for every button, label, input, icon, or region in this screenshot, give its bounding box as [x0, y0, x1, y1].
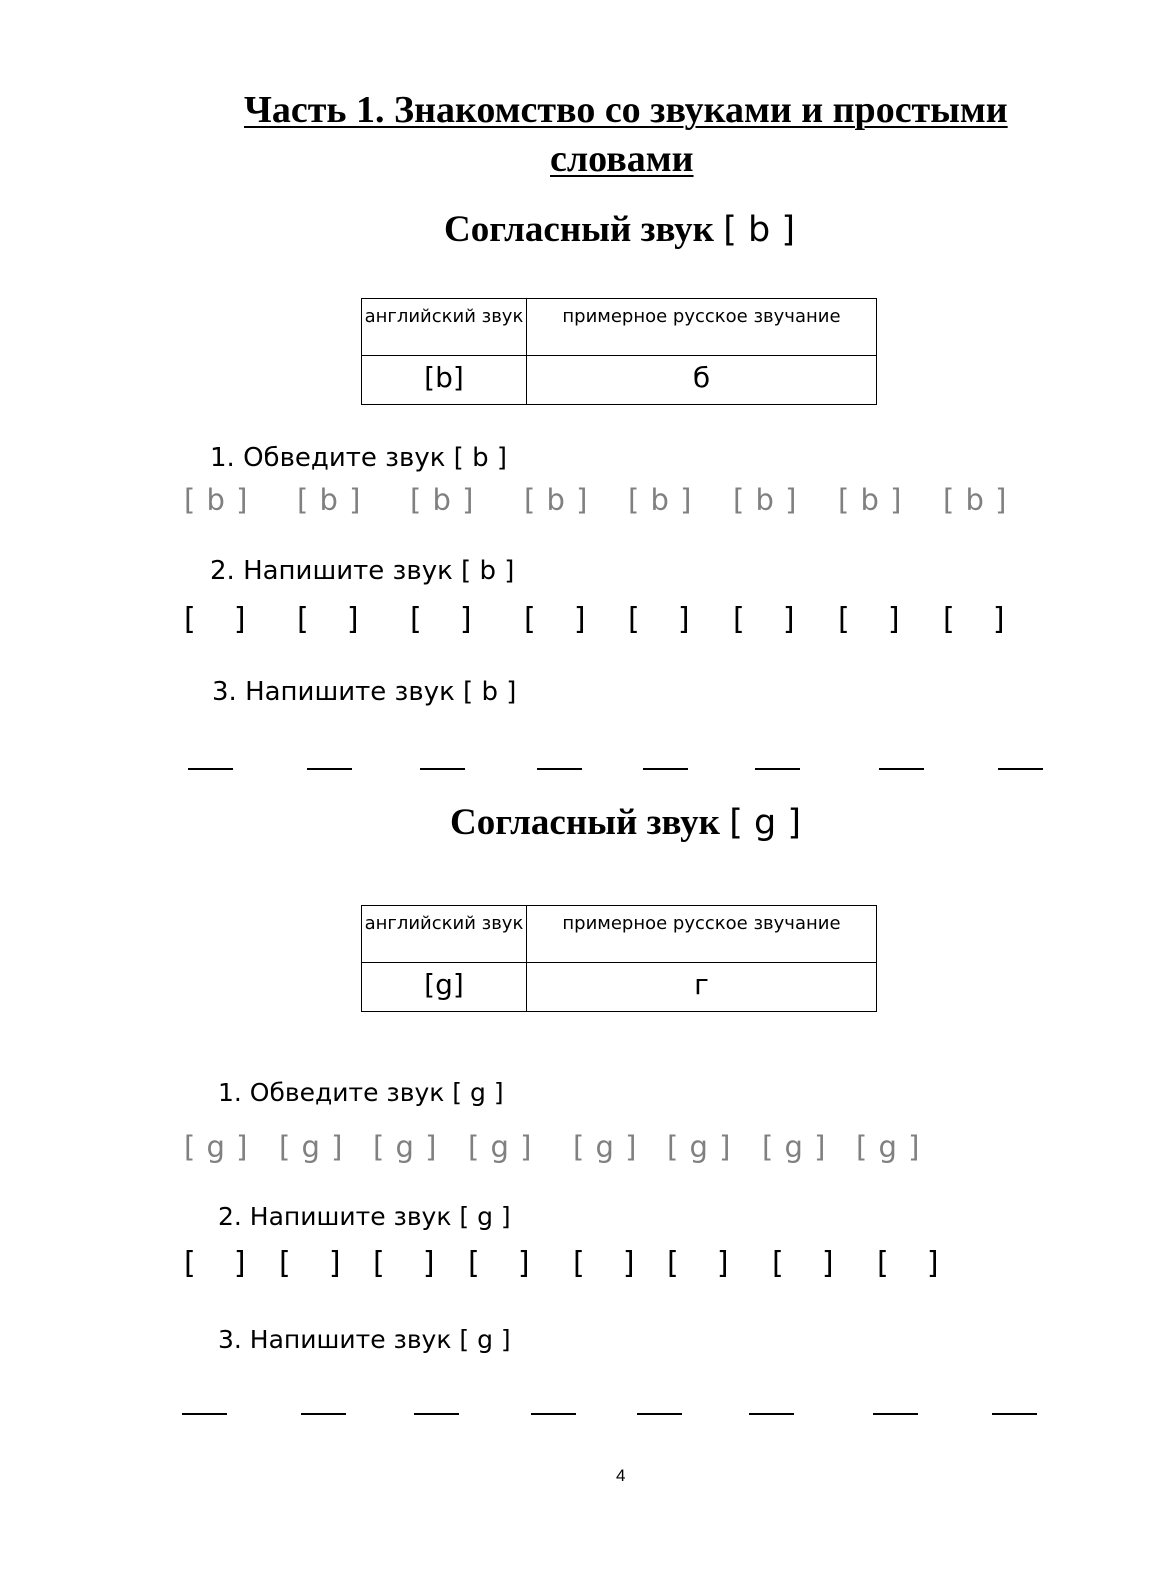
empty-bracket: [ ] [373, 1246, 435, 1281]
table-russian-sound: г [526, 963, 876, 1012]
section-title-text: Согласный звук [450, 802, 730, 843]
circle-item: [ g ] [373, 1130, 438, 1164]
empty-bracket: [ ] [279, 1246, 341, 1281]
empty-bracket: [ ] [772, 1246, 834, 1281]
table-english-sound: [b] [362, 356, 527, 405]
blank-line [879, 768, 924, 770]
blank-line [537, 768, 582, 770]
circle-item: [ b ] [628, 483, 693, 517]
circle-item: [ g ] [468, 1130, 533, 1164]
empty-bracket: [ ] [838, 602, 900, 637]
section-title-g [450, 801, 801, 844]
table-header-russian: примерное русское звучание [526, 299, 876, 356]
table-header-english: английский звук [362, 299, 527, 356]
blank-line [992, 1413, 1037, 1415]
circle-item: [ g ] [184, 1130, 249, 1164]
task-1-circle-g: 1. Обведите звук [ g ] [218, 1078, 504, 1107]
circle-item: [ b ] [410, 483, 475, 517]
task-1-circle-b: 1. Обведите звук [ b ] [210, 443, 507, 473]
sound-table-g [361, 905, 877, 1012]
circle-item: [ g ] [667, 1130, 732, 1164]
task-2-write-b: 2. Напишите звук [ b ] [210, 556, 515, 586]
blank-line [307, 768, 352, 770]
blank-line [420, 768, 465, 770]
empty-bracket: [ ] [877, 1246, 939, 1281]
empty-bracket: [ ] [667, 1246, 729, 1281]
blank-line [637, 1413, 682, 1415]
part-title-line-2: словами [550, 138, 694, 180]
blank-line [998, 768, 1043, 770]
empty-bracket: [ ] [573, 1246, 635, 1281]
circle-item: [ g ] [279, 1130, 344, 1164]
circle-item: [ b ] [838, 483, 903, 517]
circle-item: [ b ] [184, 483, 249, 517]
circle-item: [ g ] [573, 1130, 638, 1164]
part-title-line-1: Часть 1. Знакомство со звуками и простыми [244, 89, 1008, 131]
circle-item: [ b ] [733, 483, 798, 517]
circle-item: [ b ] [524, 483, 589, 517]
circle-item: [ b ] [297, 483, 362, 517]
section-title-symbol: [ b ] [723, 210, 796, 250]
blank-line [873, 1413, 918, 1415]
task-2-write-g: 2. Напишите звук [ g ] [218, 1202, 511, 1231]
sound-table-b [361, 298, 877, 405]
empty-bracket: [ ] [410, 602, 472, 637]
empty-bracket: [ ] [733, 602, 795, 637]
empty-bracket: [ ] [297, 602, 359, 637]
blank-line [414, 1413, 459, 1415]
empty-bracket: [ ] [184, 602, 246, 637]
circle-item: [ g ] [856, 1130, 921, 1164]
section-title-symbol: [ g ] [729, 803, 802, 843]
blank-line [182, 1413, 227, 1415]
empty-bracket: [ ] [468, 1246, 530, 1281]
table-english-sound: [g] [362, 963, 527, 1012]
task-3-write-b: 3. Напишите звук [ b ] [212, 677, 517, 707]
empty-bracket: [ ] [628, 602, 690, 637]
empty-bracket: [ ] [943, 602, 1005, 637]
blank-line [301, 1413, 346, 1415]
blank-line [755, 768, 800, 770]
section-title-b [444, 208, 795, 251]
blank-line [188, 768, 233, 770]
table-header-russian: примерное русское звучание [526, 906, 876, 963]
empty-bracket: [ ] [524, 602, 586, 637]
blank-line [643, 768, 688, 770]
table-header-english: английский звук [362, 906, 527, 963]
section-title-text: Согласный звук [444, 209, 724, 250]
circle-item: [ b ] [943, 483, 1008, 517]
task-3-write-g: 3. Напишите звук [ g ] [218, 1325, 511, 1354]
empty-bracket: [ ] [184, 1246, 246, 1281]
blank-line [749, 1413, 794, 1415]
table-russian-sound: б [526, 356, 876, 405]
blank-line [531, 1413, 576, 1415]
page-number: 4 [616, 1466, 626, 1485]
circle-item: [ g ] [762, 1130, 827, 1164]
